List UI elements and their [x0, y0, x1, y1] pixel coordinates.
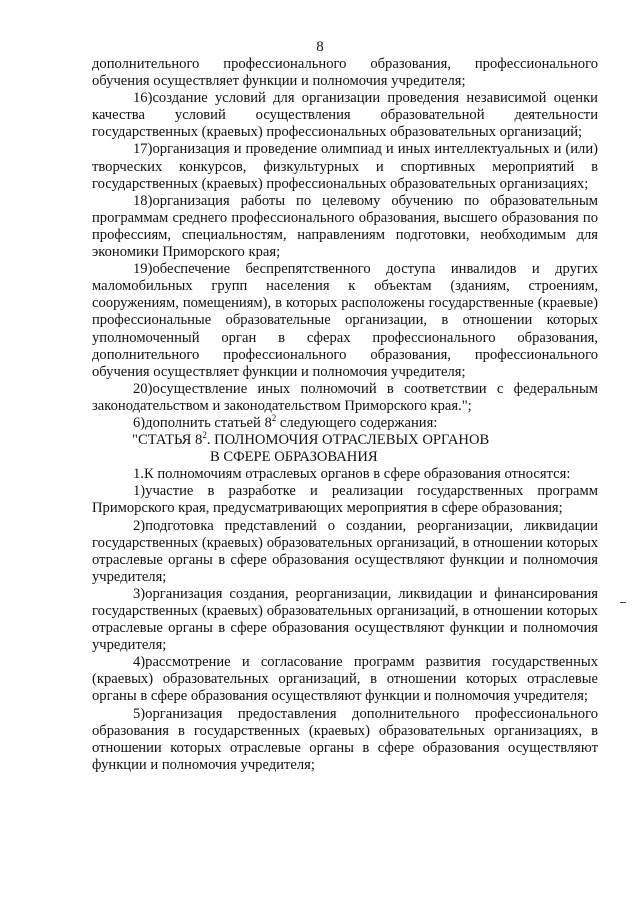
item-6-superscript: 2	[271, 413, 277, 424]
paragraph-continuation: дополнительного профессионального образования, профессионального обучения осуществляет функции и полномочия учредителя;	[92, 56, 598, 90]
scan-mark	[620, 602, 626, 603]
item-6-text: 6)дополнить статьей 8	[133, 414, 272, 431]
document-body	[92, 56, 598, 774]
paragraph-item-6	[92, 415, 598, 432]
article-title-line2: В СФЕРЕ ОБРАЗОВАНИЯ	[210, 449, 378, 466]
article-title-superscript: 2	[202, 430, 207, 441]
article-item-2: 2)подготовка представлений о создании, реорганизации, ликвидации государственных (краевых) образовательных организаций, в отношении которых отраслевые органы в сфере образования осуществляют функции и полномочия учредителя;	[92, 517, 598, 585]
paragraph-item-16: 16)создание условий для организации проведения независимой оценки качества условий осуществления образовательной деятельности государственных (краевых) профессиональных образовательных организаций;	[92, 90, 598, 141]
article-title	[92, 432, 598, 449]
paragraph-item-17: 17)организация и проведение олимпиад и иных интеллектуальных и (или) творческих конкурсов, физкультурных и спортивных мероприятий в государственных (краевых) профессиональных образовательных организациях;	[92, 141, 598, 192]
article-item-1: 1)участие в разработке и реализации государственных программ Приморского края, предусматривающих мероприятия в сфере образования;	[92, 483, 598, 517]
paragraph-item-18: 18)организация работы по целевому обучению по образовательным программам среднего профессионального образования, высшего образования по профессиям, специальностям, направлениям подготовки, необходимым для экономики Приморского края;	[92, 192, 598, 261]
article-item-5: 5)организация предоставления дополнительного профессионального образования в государственных (краевых) образовательных организациях, в отношении которых отраслевые органы в сфере образования осуществляют функции и полномочия учредителя;	[92, 705, 598, 773]
article-title-end: . ПОЛНОМОЧИЯ ОТРАСЛЕВЫХ ОРГАНОВ	[206, 432, 490, 449]
paragraph-item-19: 19)обеспечение беспрепятственного доступа инвалидов и других маломобильных групп населения к объектам (зданиям, строениям, сооружениям, помещениям), в которых расположены государственные (краевые) профессиональные образовательные организации, в отношении которых уполномоченный орган в сферах профессионального образования, дополнительного профессионального образования, профессионального обучения осуществляет функции и полномочия учредителя;	[92, 261, 598, 380]
article-item-4: 4)рассмотрение и согласование программ развития государственных (краевых) образовательных организаций, в отношении которых отраслевые органы в сфере образования осуществляют функции и полномочия учредителя;	[92, 654, 598, 705]
article-intro: 1.К полномочиям отраслевых органов в сфере образования относятся:	[133, 466, 571, 483]
paragraph-item-20: 20)осуществление иных полномочий в соответствии с федеральным законодательством и законодательством Приморского края.";	[92, 380, 598, 414]
article-item-3: 3)организация создания, реорганизации, ликвидации и финансирования государственных (краевых) образовательных организаций, в отношении которых отраслевые органы в сфере образования осуществляют функции и полномочия учредителя;	[92, 585, 598, 654]
page-number: 8	[316, 39, 324, 55]
item-6-text-end: следующего содержания:	[276, 414, 438, 431]
article-title-start: "СТАТЬЯ 8	[132, 432, 203, 449]
